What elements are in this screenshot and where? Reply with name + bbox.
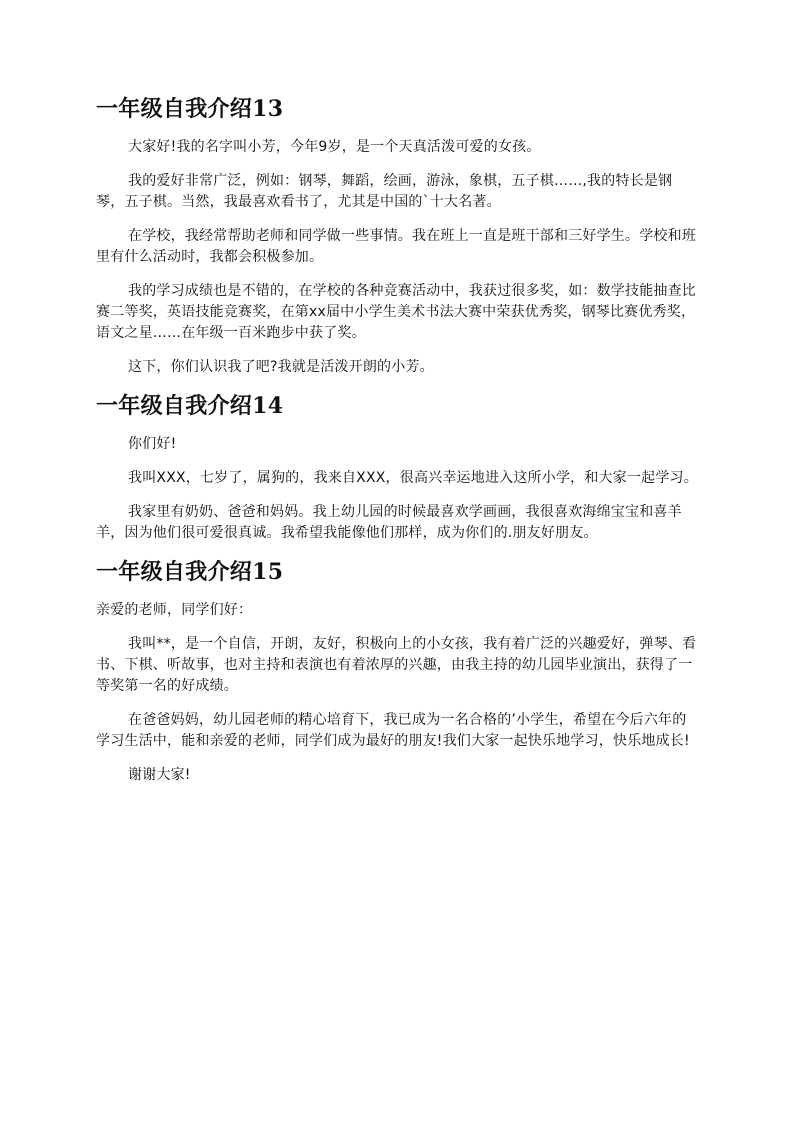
section-intro-13 xyxy=(96,94,700,378)
section-intro-15 xyxy=(96,557,700,786)
section-heading: 一年级自我介绍14 xyxy=(96,393,284,419)
paragraph: 我叫**，是一个自信，开朗，友好，积极向上的小女孩，我有着广泛的兴趣爱好，弹琴、看书、下棋、听故事，也对主持和表演也有着浓厚的兴趣，由我主持的幼儿园毕业演出，获得了一等奖第一名的好成绩。 xyxy=(96,636,697,694)
section-intro-14 xyxy=(96,391,700,544)
greeting-line: 亲爱的老师，同学们好： xyxy=(96,602,253,618)
paragraph: 在爸爸妈妈，幼儿园老师的精心培育下，我已成为一名合格的’小学生，希望在今后六年的学习生活中，能和亲爱的老师，同学们成为最好的朋友!我们大家一起快乐地学习，快乐地成长! xyxy=(96,712,690,749)
paragraph: 我叫XXX，七岁了，属狗的，我来自XXX，很高兴幸运地进入这所小学，和大家一起学习。 xyxy=(128,470,698,486)
paragraph: 谢谢大家! xyxy=(128,767,191,783)
paragraph: 在学校，我经常帮助老师和同学做一些事情。我在班上一直是班干部和三好学生。学校和班里有什么活动时，我都会积极参加。 xyxy=(96,228,696,265)
paragraph: 你们好! xyxy=(128,436,177,452)
section-heading: 一年级自我介绍15 xyxy=(96,559,284,585)
document-body xyxy=(96,94,700,799)
section-heading: 一年级自我介绍13 xyxy=(96,96,284,122)
paragraph: 这下，你们认识我了吧?我就是活泼开朗的小芳。 xyxy=(128,359,434,375)
paragraph: 我家里有奶奶、爸爸和妈妈。我上幼儿园的时候最喜欢学画画，我很喜欢海绵宝宝和喜羊羊，因为他们很可爱很真诚。我希望我能像他们那样，成为你们的.朋友好朋友。 xyxy=(96,504,682,541)
paragraph: 大家好!我的名字叫小芳，今年9岁，是一个天真活泼可爱的女孩。 xyxy=(128,139,541,155)
paragraph: 我的爱好非常广泛，例如：钢琴，舞蹈，绘画，游泳，象棋，五子棋……,我的特长是钢琴，五子棋。当然，我最喜欢看书了，尤其是中国的`十大名著。 xyxy=(96,173,673,210)
paragraph: 我的学习成绩也是不错的，在学校的各种竞赛活动中，我获过很多奖，如：数学技能抽查比赛二等奖，英语技能竞赛奖，在第xx届中小学生美术书法大赛中荣获优秀奖，钢琴比赛优秀奖，语文之星……在年级一百米跑步中获了奖。 xyxy=(96,283,696,341)
